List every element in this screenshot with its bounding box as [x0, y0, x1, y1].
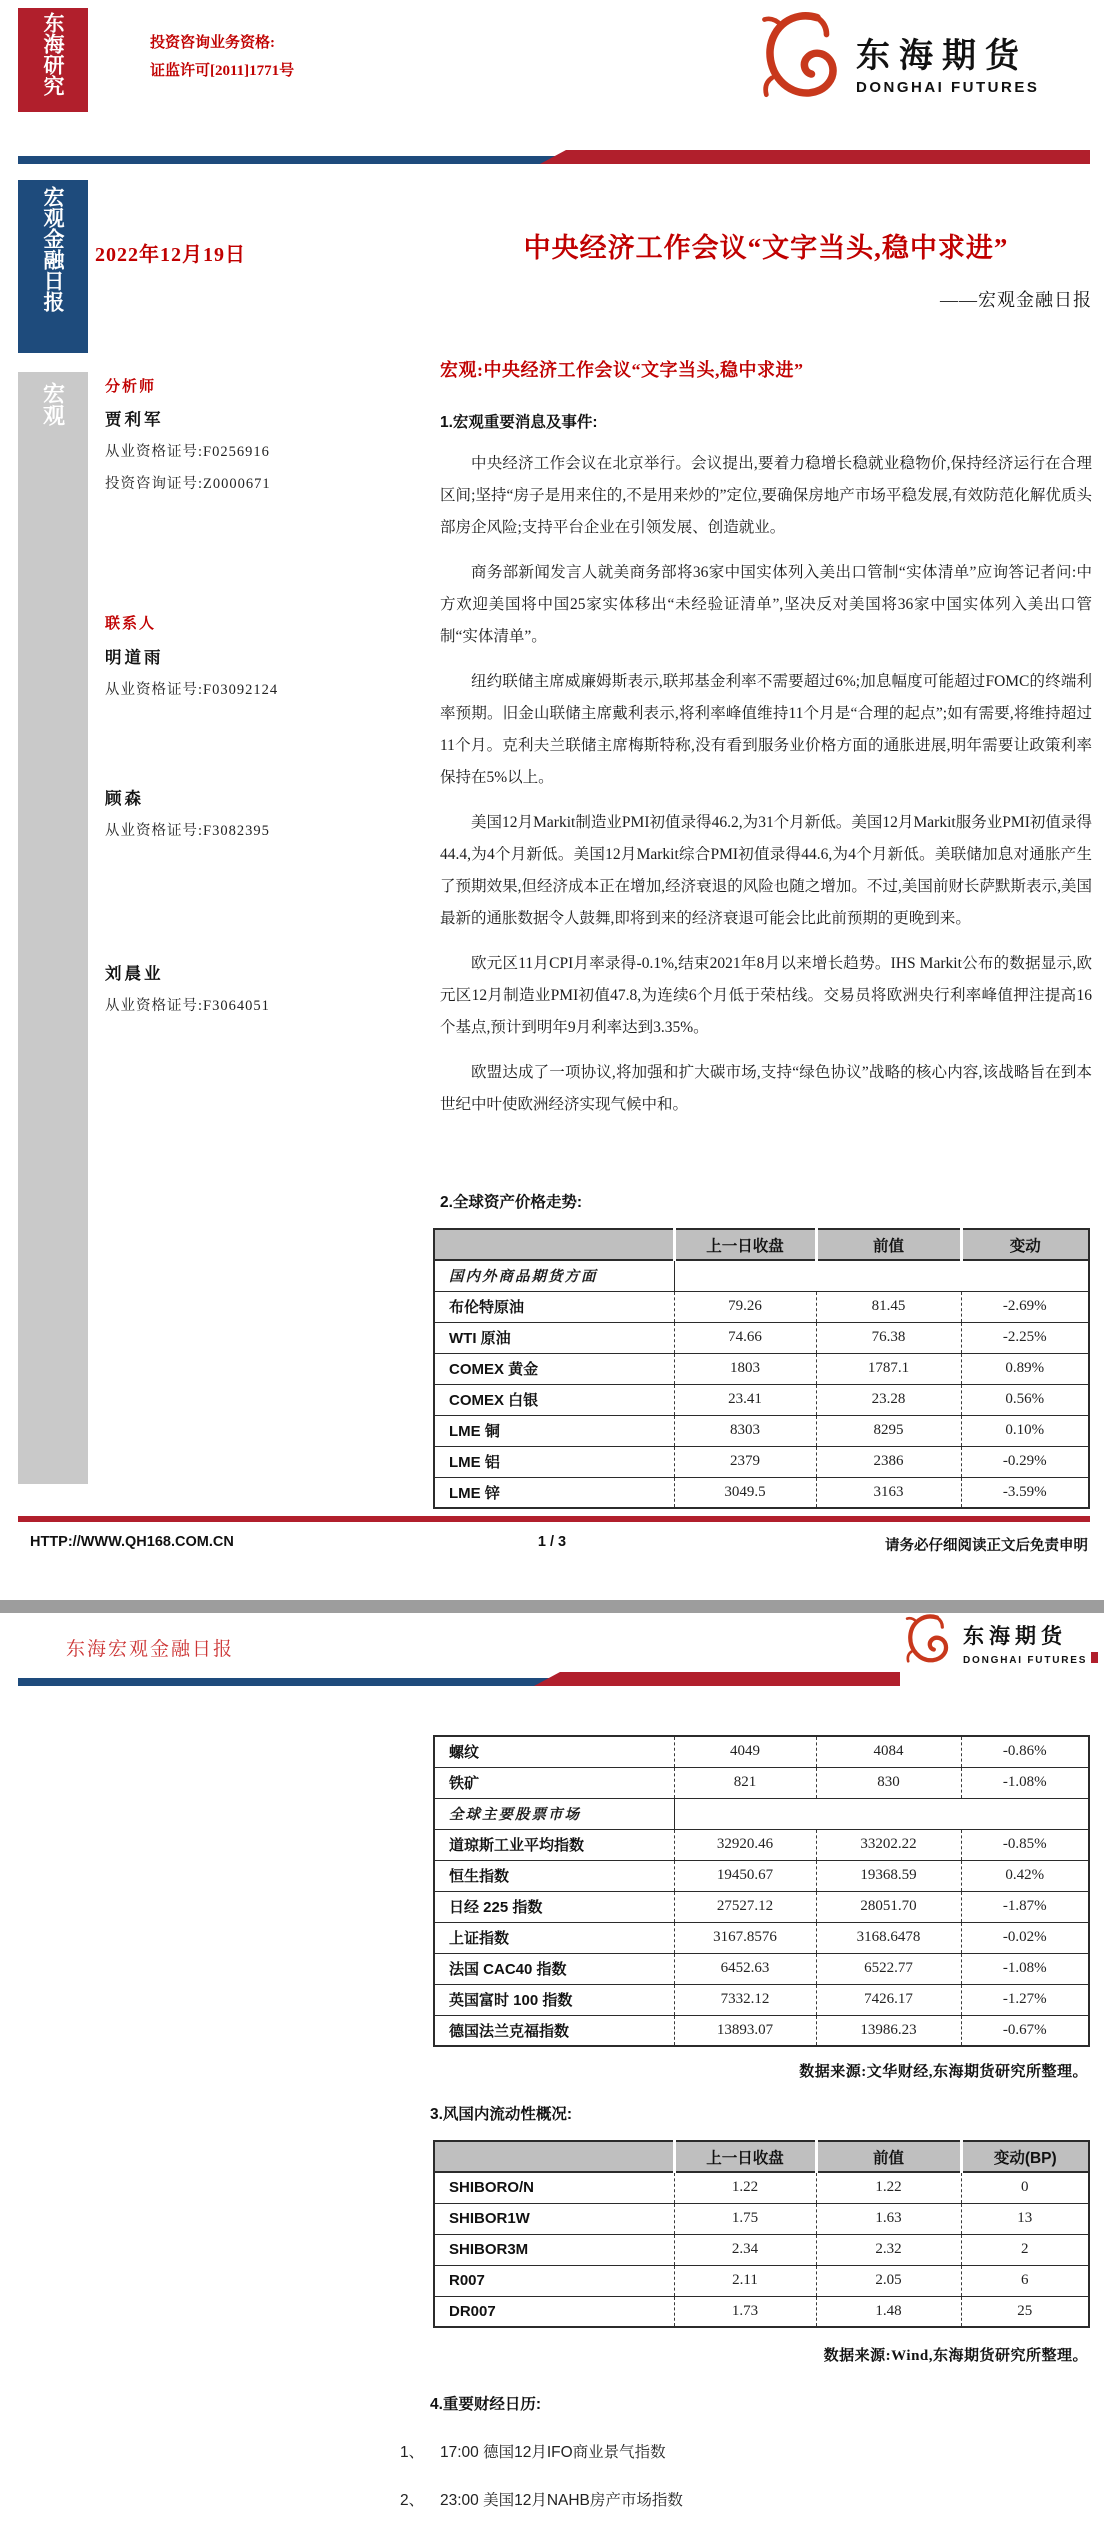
asset-price-table: [433, 1228, 1090, 1509]
spacer: [440, 1134, 1092, 1190]
cell-close: 1.22: [674, 2172, 816, 2203]
row-label: 日经 225 指数: [434, 1891, 674, 1922]
paragraph: 欧盟达成了一项协议,将加强和扩大碳市场,支持“绿色协议”战略的核心内容,该战略旨在到本世纪中叶使欧洲经济实现气候中和。: [440, 1064, 1092, 1113]
cell-change: -0.29%: [961, 1446, 1089, 1477]
page-separator: [0, 1600, 1104, 1613]
row-label: COMEX 黄金: [434, 1353, 674, 1384]
row-label: WTI 原油: [434, 1322, 674, 1353]
divider-blue-segment: [18, 156, 563, 164]
row-label: 道琼斯工业平均指数: [434, 1829, 674, 1860]
table-row: [434, 1322, 1089, 1353]
calendar-item-number: 2、: [400, 2492, 425, 2509]
table-row: [434, 1953, 1089, 1984]
cell-change: -1.27%: [961, 1984, 1089, 2015]
table-row: [434, 2265, 1089, 2296]
section-banner: [18, 372, 88, 1484]
cell-prev: 1787.1: [816, 1353, 961, 1384]
data-source-note: 数据来源:Wind,东海期货研究所整理。: [823, 2348, 1088, 2364]
subsection-2-title: 2.全球资产价格走势:: [440, 1194, 583, 1211]
footer-disclaimer: 请务必仔细阅读正文后免责申明: [885, 1538, 1088, 1554]
cell-change: -2.25%: [961, 1322, 1089, 1353]
cell-change: -1.87%: [961, 1891, 1089, 1922]
cell-close: 1.75: [674, 2203, 816, 2234]
table-row: [434, 1767, 1089, 1798]
table-row: [434, 1829, 1089, 1860]
cell-close: 2.34: [674, 2234, 816, 2265]
cell-prev: 76.38: [816, 1322, 961, 1353]
cell-change: 2: [961, 2234, 1089, 2265]
footer-url-link[interactable]: HTTP://WWW.QH168.COM.CN: [30, 1534, 234, 1550]
cell-close: 2.11: [674, 2265, 816, 2296]
liquidity-table: [433, 2140, 1090, 2328]
logo-cn-text: 东海期货: [856, 37, 1028, 75]
table-header-row: [434, 2141, 1089, 2172]
cell-close: 74.66: [674, 1322, 816, 1353]
row-label: 法国 CAC40 指数: [434, 1953, 674, 1984]
contact-name: 明道雨: [105, 648, 164, 667]
contact-cert: 从业资格证号:F03092124: [105, 682, 279, 698]
row-label: LME 铜: [434, 1415, 674, 1446]
cell-change: 0.56%: [961, 1384, 1089, 1415]
cell-close: 6452.63: [674, 1953, 816, 1984]
table-row: [434, 1415, 1089, 1446]
cell-change: 0.10%: [961, 1415, 1089, 1446]
row-label: SHIBOR3M: [434, 2234, 674, 2265]
divider-red-segment: [534, 1672, 900, 1686]
cell-prev: 1.48: [816, 2296, 961, 2327]
table-row: [434, 2234, 1089, 2265]
row-label: 铁矿: [434, 1767, 674, 1798]
cell-close: 1803: [674, 1353, 816, 1384]
cell-close: 13893.07: [674, 2015, 816, 2046]
table-row: [434, 2172, 1089, 2203]
analyst-role-label: 分析师: [105, 379, 157, 395]
cell-change: 13: [961, 2203, 1089, 2234]
header-cell: 上一日收盘: [674, 1229, 816, 1260]
dragon-logo-icon: [905, 1614, 953, 1673]
table-row: [434, 1922, 1089, 1953]
cell-close: 8303: [674, 1415, 816, 1446]
contact-name: 顾森: [105, 789, 144, 808]
table-row: [434, 1291, 1089, 1322]
row-label: SHIBORO/N: [434, 2172, 674, 2203]
row-label: DR007: [434, 2296, 674, 2327]
table-row: [434, 1446, 1089, 1477]
cell-close: 27527.12: [674, 1891, 816, 1922]
cell-prev: 2.32: [816, 2234, 961, 2265]
row-label: 德国法兰克福指数: [434, 2015, 674, 2046]
row-label: 布伦特原油: [434, 1291, 674, 1322]
table-row: [434, 2203, 1089, 2234]
cell-change: -1.08%: [961, 1953, 1089, 1984]
logo-en-text: DONGHAI FUTURES: [856, 78, 1040, 96]
cell-prev: 19368.59: [816, 1860, 961, 1891]
contact-cert: 从业资格证号:F3082395: [105, 823, 270, 839]
cell-prev: 6522.77: [816, 1953, 961, 1984]
analyst-name: 贾利军: [105, 410, 164, 429]
paragraph: 中央经济工作会议在北京举行。会议提出,要着力稳增长稳就业稳物价,保持经济运行在合理区间;坚持“房子是用来住的,不是用来炒的”定位,要确保房地产市场平稳发展,有效防范化解优质头部房企风险;支持平台企业在引领发展、创造就业。: [440, 455, 1092, 536]
contact-name: 刘晨业: [105, 964, 164, 983]
paragraph: 商务部新闻发言人就美商务部将36家中国实体列入美出口管制“实体清单”应询答记者问:中方欢迎美国将中国25家实体移出“未经验证清单”,坚决反对美国将36家中国实体列入美出口管制“实体清单”。: [440, 564, 1092, 645]
cell-close: 79.26: [674, 1291, 816, 1322]
table-category-row: [434, 1260, 1089, 1291]
table-row: [434, 1736, 1089, 1767]
cell-change: 25: [961, 2296, 1089, 2327]
cell-close: 4049: [674, 1736, 816, 1767]
cell-change: 0.89%: [961, 1353, 1089, 1384]
data-source-note: 数据来源:文华财经,东海期货研究所整理。: [799, 2064, 1088, 2080]
contact-cert: 从业资格证号:F3064051: [105, 998, 270, 1014]
category-filler: [674, 1260, 1089, 1291]
page2-header-title: 东海宏观金融日报: [66, 1639, 235, 1660]
header-divider: [18, 149, 1090, 164]
table-category-row: [434, 1798, 1089, 1829]
divider-blue-segment: [18, 1678, 554, 1686]
cell-change: -3.59%: [961, 1477, 1089, 1508]
header-cell: 前值: [816, 2141, 961, 2172]
cell-change: -0.86%: [961, 1736, 1089, 1767]
table-row: [434, 1984, 1089, 2015]
cell-close: 3049.5: [674, 1477, 816, 1508]
cell-prev: 830: [816, 1767, 961, 1798]
cell-change: -2.69%: [961, 1291, 1089, 1322]
cell-close: 1.73: [674, 2296, 816, 2327]
logo-en-text: DONGHAI FUTURES: [963, 1654, 1088, 1666]
subsection-3-title: 3.风国内流动性概况:: [430, 2106, 573, 2123]
table-row: [434, 2015, 1089, 2046]
brand-vertical-label: 东海研究: [41, 12, 65, 96]
table-row: [434, 1891, 1089, 1922]
cell-close: 2379: [674, 1446, 816, 1477]
logo-red-square: [1091, 1652, 1098, 1663]
calendar-item-text: 23:00 美国12月NAHB房产市场指数: [440, 2492, 683, 2509]
cell-close: 821: [674, 1767, 816, 1798]
paragraph: 纽约联储主席威廉姆斯表示,联邦基金利率不需要超过6%;加息幅度可能超过FOMC的终端利率预期。旧金山联储主席戴利表示,将利率峰值维持11个月是“合理的起点”;如有需要,将维持超过11个月。克利夫兰联储主席梅斯特称,没有看到服务业价格方面的通胀进展,明年需要让政策利率保持在5%以上。: [440, 673, 1092, 786]
cell-change: -0.02%: [961, 1922, 1089, 1953]
cell-close: 7332.12: [674, 1984, 816, 2015]
row-label: 上证指数: [434, 1922, 674, 1953]
cell-change: 0: [961, 2172, 1089, 2203]
subsection-1-title: 1.宏观重要消息及事件:: [440, 414, 598, 431]
cell-prev: 81.45: [816, 1291, 961, 1322]
logo-cn-text: 东海期货: [963, 1623, 1067, 1648]
category-filler: [674, 1798, 1089, 1829]
report-type-label: 宏观金融日报: [41, 186, 65, 312]
cell-prev: 1.22: [816, 2172, 961, 2203]
table-row: [434, 1384, 1089, 1415]
qualification-line2: 证监许可[2011]1771号: [150, 62, 295, 79]
cell-prev: 4084: [816, 1736, 961, 1767]
cell-change: 6: [961, 2265, 1089, 2296]
main-content: [440, 356, 1092, 1509]
row-label: R007: [434, 2265, 674, 2296]
table-row: [434, 2296, 1089, 2327]
cell-close: 32920.46: [674, 1829, 816, 1860]
analyst-cert: 从业资格证号:F0256916: [105, 444, 270, 460]
company-logo: [760, 12, 1039, 111]
paragraph: 欧元区11月CPI月率录得-0.1%,结束2021年8月以来增长趋势。IHS Markit公布的数据显示,欧元区12月制造业PMI初值47.8,为连续6个月低于荣枯线。交易员将欧洲央行利率峰值押注提高16个基点,预计到明年9月利率达到3.35%。: [440, 955, 1092, 1036]
report-title: 中央经济工作会议“文字当头,稳中求进”: [523, 233, 1009, 263]
report-date: 2022年12月19日: [95, 244, 246, 266]
calendar-item-text: 17:00 德国12月IFO商业景气指数: [440, 2444, 666, 2461]
section-heading: 宏观:中央经济工作会议“文字当头,稳中求进”: [440, 360, 804, 380]
cell-prev: 2.05: [816, 2265, 961, 2296]
row-label: 螺纹: [434, 1736, 674, 1767]
row-label: LME 铝: [434, 1446, 674, 1477]
cell-prev: 1.63: [816, 2203, 961, 2234]
report-type-banner: [18, 180, 88, 353]
row-label: 英国富时 100 指数: [434, 1984, 674, 2015]
table-row: [434, 1353, 1089, 1384]
header-cell: [434, 1229, 674, 1260]
qualification-block: [150, 30, 294, 86]
calendar-item: [400, 2440, 1060, 2462]
row-label: SHIBOR1W: [434, 2203, 674, 2234]
cell-change: -1.08%: [961, 1767, 1089, 1798]
header-cell: [434, 2141, 674, 2172]
table-row: [434, 1477, 1089, 1508]
header-cell: 上一日收盘: [674, 2141, 816, 2172]
contact-role-label: 联系人: [105, 616, 157, 632]
divider-red-segment: [540, 150, 1090, 164]
cell-prev: 8295: [816, 1415, 961, 1446]
page-number: 1 / 3: [537, 1534, 567, 1550]
section-banner-label: 宏观: [40, 382, 66, 426]
cell-prev: 7426.17: [816, 1984, 961, 2015]
row-label: LME 锌: [434, 1477, 674, 1508]
row-label: 恒生指数: [434, 1860, 674, 1891]
cell-prev: 33202.22: [816, 1829, 961, 1860]
analyst-cert: 投资咨询证号:Z0000671: [105, 476, 271, 492]
table-header-row: [434, 1229, 1089, 1260]
cell-prev: 3168.6478: [816, 1922, 961, 1953]
asset-price-table-continued: [433, 1735, 1090, 2047]
table-row: [434, 1860, 1089, 1891]
company-logo-small: [905, 1614, 1098, 1673]
cell-close: 19450.67: [674, 1860, 816, 1891]
cell-prev: 23.28: [816, 1384, 961, 1415]
cell-change: -0.85%: [961, 1829, 1089, 1860]
header-cell: 变动: [961, 1229, 1089, 1260]
dragon-logo-icon: [760, 12, 846, 111]
calendar-item-number: 1、: [400, 2444, 425, 2461]
cell-change: -0.67%: [961, 2015, 1089, 2046]
paragraph: 美国12月Markit制造业PMI初值录得46.2,为31个月新低。美国12月Markit服务业PMI初值录得44.4,为4个月新低。美国12月Markit综合PMI初值录得44.6,为4个月新低。美联储加息对通胀产生了预期效果,但经济成本正在增加,经济衰退的风险也随之增加。不过,美国前财长萨默斯表示,美国最新的通胀数据令人鼓舞,即将到来的经济衰退可能会比此前预期的更晚到来。: [440, 814, 1092, 927]
cell-prev: 3163: [816, 1477, 961, 1508]
cell-change: 0.42%: [961, 1860, 1089, 1891]
calendar-item: [400, 2488, 1060, 2510]
page2-header-divider: [18, 1671, 900, 1686]
cell-prev: 28051.70: [816, 1891, 961, 1922]
footer-rule: [18, 1516, 1090, 1522]
header-cell: 前值: [816, 1229, 961, 1260]
qualification-line1: 投资咨询业务资格:: [150, 35, 275, 51]
category-cell: 全球主要股票市场: [434, 1798, 674, 1829]
cell-close: 23.41: [674, 1384, 816, 1415]
cell-close: 3167.8576: [674, 1922, 816, 1953]
row-label: COMEX 白银: [434, 1384, 674, 1415]
cell-prev: 2386: [816, 1446, 961, 1477]
report-subtitle: ——宏观金融日报: [940, 290, 1092, 310]
brand-vertical-banner: [18, 8, 88, 112]
subsection-4-title: 4.重要财经日历:: [430, 2396, 542, 2413]
cell-prev: 13986.23: [816, 2015, 961, 2046]
category-cell: 国内外商品期货方面: [434, 1260, 674, 1291]
header-cell: 变动(BP): [961, 2141, 1089, 2172]
